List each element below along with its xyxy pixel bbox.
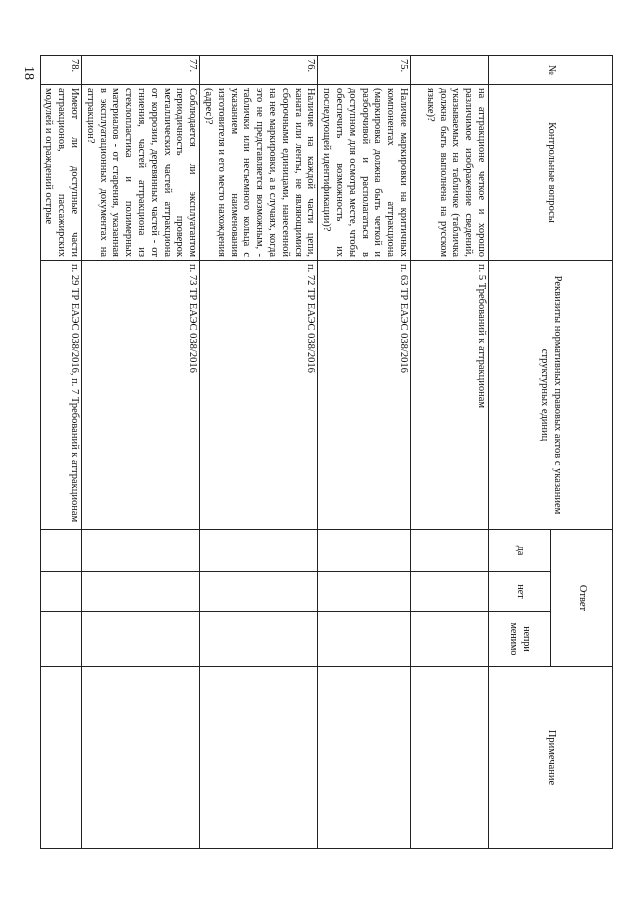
header-num: № (489, 56, 613, 85)
page-number: 18 (21, 66, 36, 80)
note-cell[interactable] (411, 667, 489, 849)
checklist-table (40, 55, 613, 849)
answer-yes-cell[interactable] (40, 530, 81, 572)
answer-no-cell[interactable] (200, 572, 318, 612)
note-cell[interactable] (200, 667, 318, 849)
note-cell[interactable] (82, 667, 200, 849)
question-text: Наличие маркировки на критичных компонентах аттракциона (маркировка должна быть четкой и разборчивой и располагаться в доступном для осмотра месте, чтобы обеспечить возможность их последующей идентификации)? (318, 85, 411, 261)
row-number (411, 56, 489, 85)
requisites-text: п. 72 ТР ЕАЭС 038/2016 (200, 261, 318, 530)
header-yes: да (489, 530, 551, 572)
header-no: нет (489, 572, 551, 612)
requisites-text: п. 5 Требований к аттракционам (411, 261, 489, 530)
row-number: 76. (200, 56, 318, 85)
header-note: Примечание (489, 667, 613, 849)
answer-no-cell[interactable] (318, 572, 411, 612)
answer-na-cell[interactable] (200, 612, 318, 667)
answer-na-cell[interactable] (82, 612, 200, 667)
table-row (200, 56, 318, 849)
note-cell[interactable] (318, 667, 411, 849)
answer-no-cell[interactable] (82, 572, 200, 612)
answer-yes-cell[interactable] (411, 530, 489, 572)
requisites-text: п. 63 ТР ЕАЭС 038/2016 (318, 261, 411, 530)
row-number: 75. (318, 56, 411, 85)
header-row (551, 56, 613, 849)
question-text: Соблюдается ли эксплуатантом периодичность проверок металлических частей аттракциона от коррозии, деревянных частей - от гниения, частей аттракциона из стеклопластика и полимерных материалов - от старения, указанная в эксплуатационных документах на аттракцион? (82, 85, 200, 261)
answer-yes-cell[interactable] (318, 530, 411, 572)
answer-yes-cell[interactable] (82, 530, 200, 572)
requisites-text: п. 73 ТР ЕАЭС 038/2016 (82, 261, 200, 530)
row-number: 77. (82, 56, 200, 85)
table-row (82, 56, 200, 849)
question-text: Наличие на каждой части цепи, каната или ленты, не являющимися сборочными единицами, нанесенной на нее маркировки, а в случаях, когда это не представляется возможным, - таблички или несъемного кольца с указанием наименования изготовителя и его место нахождения (адрес)? (200, 85, 318, 261)
requisites-text: п. 29 ТР ЕАЭС 038/2016, п. 7 Требований к аттракционам (40, 261, 81, 530)
header-requisites: Реквизиты нормативных правовых актов с указанием структурных единиц (489, 261, 613, 530)
table-row (318, 56, 411, 849)
header-question: Контрольные вопросы (489, 85, 613, 261)
rotated-table-container (43, 55, 613, 848)
table-row (40, 56, 81, 849)
question-text: на аттракционе четкое и хорошо различимое изображение сведений, указываемых на табличке (табличка должна быть выполнена на русском языке)? (411, 85, 489, 261)
note-cell[interactable] (40, 667, 81, 849)
header-not-applicable: непри менимо (489, 612, 551, 667)
answer-na-cell[interactable] (40, 612, 81, 667)
table-row (411, 56, 489, 849)
answer-yes-cell[interactable] (200, 530, 318, 572)
question-text: Имеют ли доступные части аттракционов, пассажирских модулей и ограждений острые (40, 85, 81, 261)
row-number: 78. (40, 56, 81, 85)
answer-na-cell[interactable] (318, 612, 411, 667)
answer-no-cell[interactable] (40, 572, 81, 612)
header-answer: Ответ (551, 530, 613, 667)
answer-na-cell[interactable] (411, 612, 489, 667)
answer-no-cell[interactable] (411, 572, 489, 612)
